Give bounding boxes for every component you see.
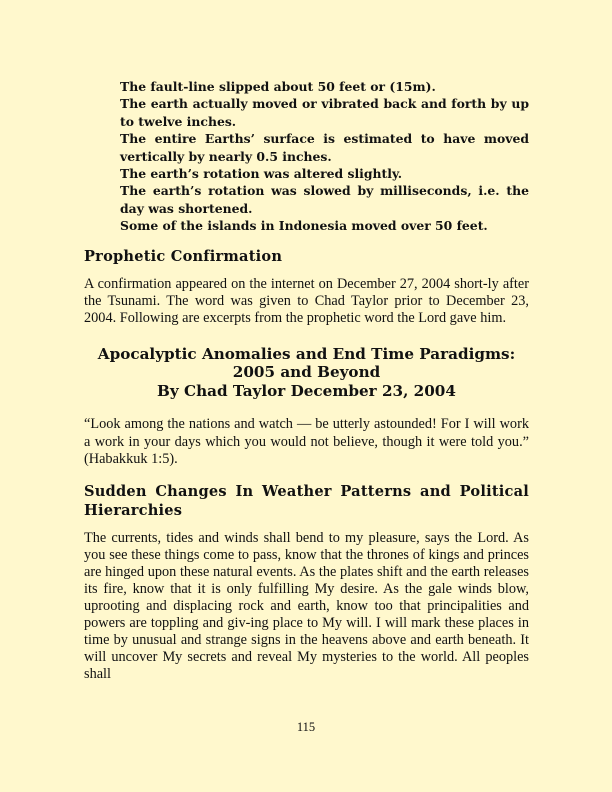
fact-item: Some of the islands in Indonesia moved over 50 feet. (120, 218, 488, 234)
prophecy-title-line-2: 2005 and Beyond (232, 363, 381, 382)
weather-paragraph: The currents, tides and winds shall bend to my pleasure, says the Lord. As you see these things come to pass, know that the thrones of kings and princes are hinged upon these natural events. As the plates shift and the earth releases its fire, know that it is only fulfilling My desire. As the gale winds blow, uprooting and displacing rock and earth, know too that principalities and powers are toppling and giv-ing place to My will. I will mark these places in time by unusual and strange signs in the heavens above and earth beneath. It will uncover My secrets and reveal My mysteries to the world. All peoples shall (84, 529, 529, 683)
section-heading-prophetic-confirmation: Prophetic Confirmation (84, 247, 283, 265)
fact-item: The entire Earths’ surface is estimated to have moved vertically by nearly 0.5 inches. (120, 131, 529, 164)
fact-item: The fault-line slipped about 50 feet or (15m). (120, 79, 436, 94)
prophecy-title-line-1: Apocalyptic Anomalies and End Time Paradigms: (97, 344, 516, 363)
fact-item: The earth’s rotation was slowed by milliseconds, i.e. the day was shortened. (120, 183, 529, 216)
page-content (84, 78, 529, 684)
prophecy-title-block (84, 345, 529, 401)
facts-list (120, 78, 529, 235)
fact-item: The earth actually moved or vibrated back and forth by up to twelve inches. (120, 96, 529, 129)
page-number: 115 (296, 720, 316, 734)
section-heading-weather-patterns: Sudden Changes In Weather Patterns and Political Hierarchies (84, 482, 529, 519)
fact-item: The earth’s rotation was altered slightly. (120, 166, 403, 182)
confirmation-paragraph: A confirmation appeared on the internet on December 27, 2004 short-ly after the Tsunami. The word was given to Chad Taylor prior to December 23, 2004. Following are excerpts from the prophetic word the Lord gave him. (84, 275, 529, 326)
scripture-quote: “Look among the nations and watch — be utterly astounded! For I will work a work in your days which you would not believe, though it were told you.” (Habakkuk 1:5). (84, 416, 529, 467)
prophecy-byline: By Chad Taylor December 23, 2004 (157, 381, 456, 400)
